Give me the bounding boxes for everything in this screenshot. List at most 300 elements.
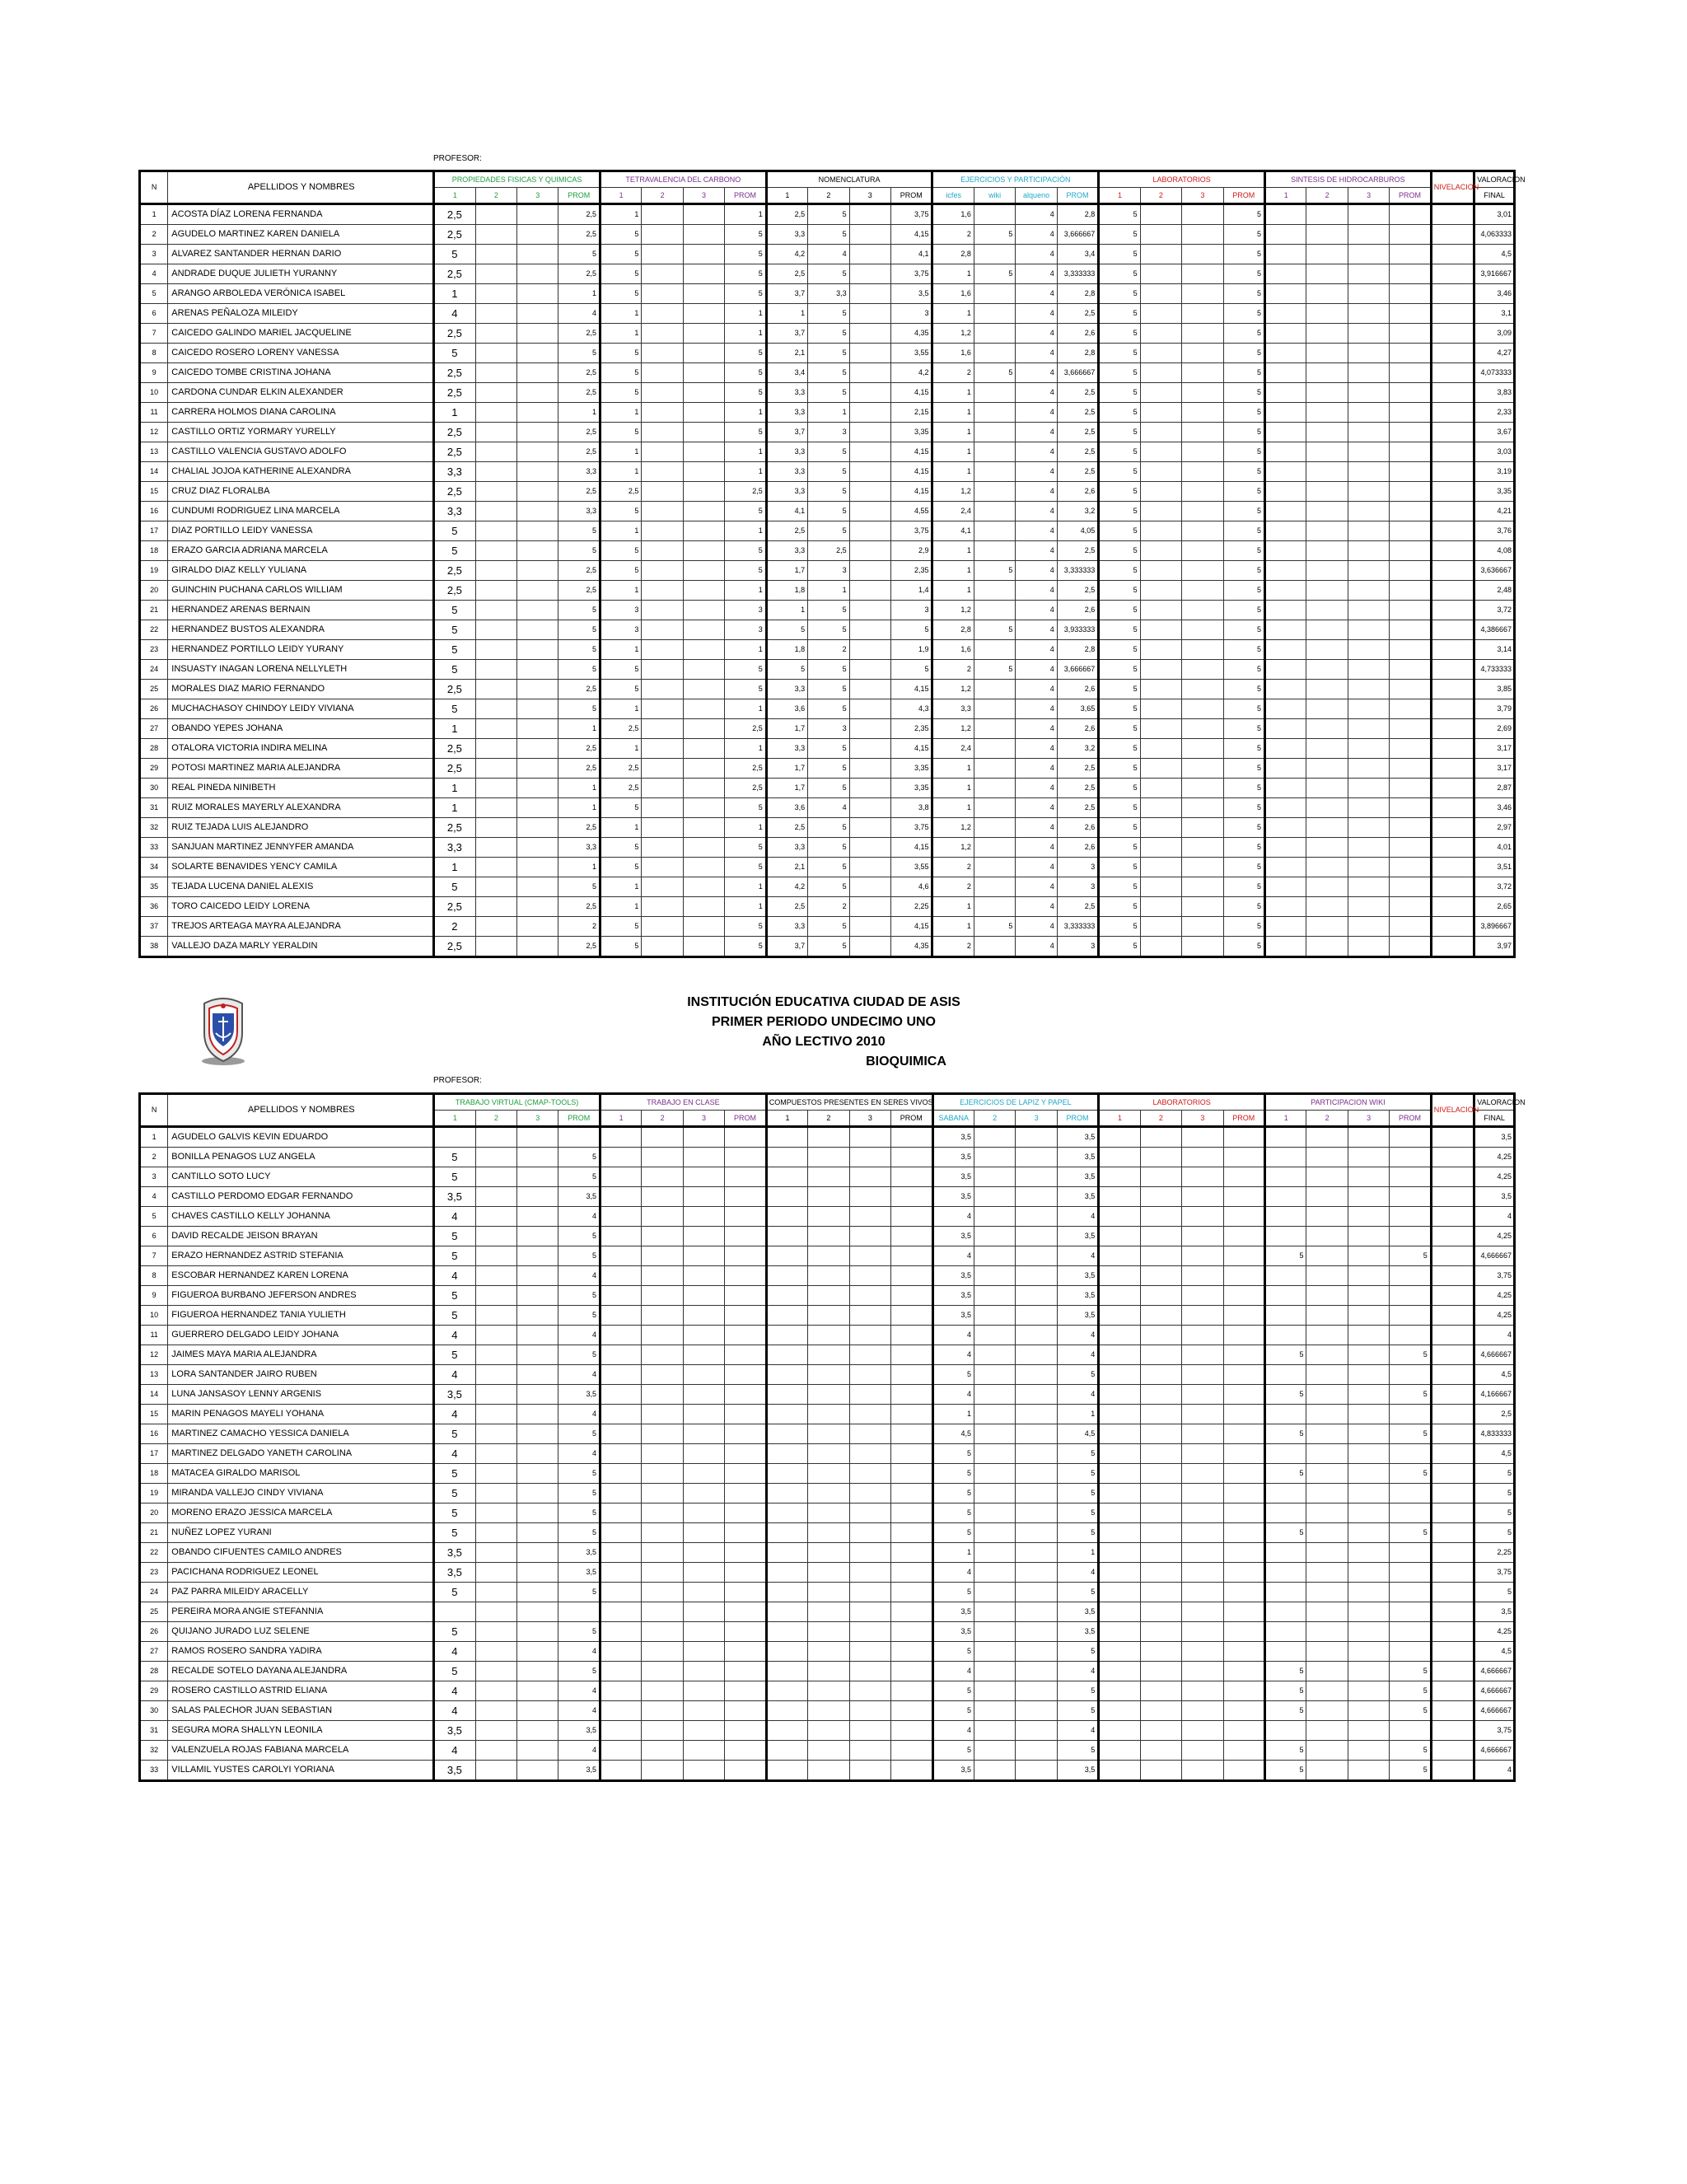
grade-cell: [517, 1721, 558, 1741]
grade-cell: [1140, 1761, 1181, 1781]
grades-table-1: [138, 170, 1526, 958]
grade-cell: 3,5: [1057, 1306, 1098, 1326]
grade-cell: [517, 680, 558, 699]
final-grade-cell: 2,5: [1474, 1405, 1515, 1424]
grade-cell: 4: [1016, 225, 1057, 245]
grade-cell: [1099, 1662, 1140, 1681]
grade-cell: [1140, 1227, 1181, 1246]
grade-cell: 5: [1223, 363, 1264, 383]
grade-cell: 4: [1016, 739, 1057, 759]
final-grade-cell: 3,01: [1474, 204, 1515, 225]
grade-cell: [1016, 1563, 1057, 1583]
final-grade-cell: 3,14: [1474, 640, 1515, 660]
nivelacion-cell: [1431, 779, 1474, 798]
grade-cell: [1223, 1306, 1264, 1326]
grade-cell: [600, 1227, 641, 1246]
grade-cell: [1348, 1602, 1389, 1622]
grade-cell: [1016, 1207, 1057, 1227]
nivelacion-cell: [1431, 1701, 1474, 1721]
grade-cell: 4: [1016, 304, 1057, 324]
grade-cell: [1306, 344, 1348, 363]
grade-cell: [1306, 719, 1348, 739]
grade-cell: 2,5: [558, 225, 600, 245]
table-row: [140, 284, 1515, 304]
grade-cell: [1182, 502, 1223, 521]
grade-cell: 4: [1016, 937, 1057, 957]
student-name: RUIZ MORALES MAYERLY ALEXANDRA: [168, 798, 434, 818]
grade-cell: 3,5: [434, 1187, 475, 1207]
grade-cell: 1: [932, 798, 974, 818]
grade-cell: 5: [600, 284, 641, 304]
grade-cell: 3,5: [1057, 1187, 1098, 1207]
grade-cell: [1099, 1602, 1140, 1622]
grade-cell: [1140, 442, 1181, 462]
grade-cell: [974, 1761, 1015, 1781]
sub-header: 2: [1140, 1111, 1181, 1127]
grade-cell: 5: [1265, 1662, 1306, 1681]
grade-cell: [1306, 739, 1348, 759]
grade-cell: [725, 1286, 766, 1306]
row-number: 3: [140, 245, 168, 264]
row-number: 27: [140, 1642, 168, 1662]
grade-cell: [1140, 660, 1181, 680]
grade-cell: 2,5: [434, 759, 475, 779]
grade-cell: [974, 779, 1015, 798]
grade-cell: [475, 1444, 516, 1464]
grade-cell: 5: [1099, 245, 1140, 264]
grade-cell: 4,5: [1057, 1424, 1098, 1444]
row-number: 38: [140, 937, 168, 957]
grade-cell: [475, 363, 516, 383]
grade-cell: [1348, 1504, 1389, 1523]
grade-cell: [1140, 225, 1181, 245]
grade-cell: 2,9: [891, 541, 932, 561]
grade-cell: 2,5: [725, 719, 766, 739]
grade-cell: [1348, 521, 1389, 541]
grade-cell: 5: [1223, 581, 1264, 601]
grade-cell: 2,35: [891, 719, 932, 739]
row-number: 10: [140, 383, 168, 403]
grade-cell: [891, 1207, 932, 1227]
grade-cell: [725, 1662, 766, 1681]
grade-cell: [683, 225, 724, 245]
grade-cell: [974, 1602, 1015, 1622]
grade-cell: 4: [1016, 719, 1057, 739]
grade-cell: [849, 245, 890, 264]
grade-cell: [849, 581, 890, 601]
grade-cell: [475, 1484, 516, 1504]
grade-cell: [1140, 601, 1181, 620]
grade-cell: 1: [932, 403, 974, 423]
row-number: 36: [140, 897, 168, 917]
grade-cell: [642, 383, 683, 403]
grade-cell: [1223, 1622, 1264, 1642]
grade-cell: 1: [558, 779, 600, 798]
grade-cell: 5: [1223, 680, 1264, 699]
grade-cell: [1348, 1306, 1389, 1326]
grade-cell: [1390, 917, 1431, 937]
sub-header: icfes: [932, 188, 974, 204]
table-row: [140, 1167, 1515, 1187]
grade-cell: [683, 1464, 724, 1484]
grade-cell: [1265, 620, 1306, 640]
grade-cell: 5: [808, 264, 849, 284]
grade-cell: [1348, 1365, 1389, 1385]
grade-cell: 2,5: [558, 759, 600, 779]
grade-cell: [1390, 779, 1431, 798]
grade-cell: [475, 1741, 516, 1761]
grade-cell: [683, 304, 724, 324]
grade-cell: [517, 284, 558, 304]
grade-cell: [1348, 818, 1389, 838]
grade-cell: [725, 1306, 766, 1326]
grade-cell: [1140, 423, 1181, 442]
grade-cell: 5: [725, 245, 766, 264]
table-row: [140, 1583, 1515, 1602]
grade-cell: [849, 383, 890, 403]
grade-cell: [1223, 1246, 1264, 1266]
grade-cell: [725, 1127, 766, 1148]
grade-cell: [849, 344, 890, 363]
grade-cell: 2,5: [1057, 403, 1098, 423]
grade-cell: [1306, 462, 1348, 482]
grade-cell: [849, 917, 890, 937]
grade-cell: 2,5: [558, 897, 600, 917]
grade-cell: [974, 1721, 1015, 1741]
grade-cell: [475, 423, 516, 442]
grade-cell: [475, 838, 516, 858]
grade-cell: 5: [1099, 581, 1140, 601]
grade-cell: 5: [1390, 1464, 1431, 1484]
nivelacion-cell: [1431, 798, 1474, 818]
grade-cell: 5: [558, 699, 600, 719]
grade-cell: 1: [932, 581, 974, 601]
grade-cell: [1223, 1504, 1264, 1523]
grade-cell: [849, 1642, 890, 1662]
grade-cell: [849, 1167, 890, 1187]
grade-cell: [766, 1701, 807, 1721]
grade-cell: [1016, 1286, 1057, 1306]
row-number: 3: [140, 1167, 168, 1187]
grade-cell: 3: [725, 620, 766, 640]
grade-cell: 5: [1223, 739, 1264, 759]
group-header: EJERCICIOS DE LAPIZ Y PAPEL: [932, 1094, 1099, 1111]
grade-cell: [1306, 1227, 1348, 1246]
grade-cell: [1265, 897, 1306, 917]
grade-cell: 1: [558, 403, 600, 423]
sub-header: 3: [1016, 1111, 1057, 1127]
grade-cell: 1: [600, 897, 641, 917]
grade-cell: 3,666667: [1057, 660, 1098, 680]
grade-cell: 4: [1016, 917, 1057, 937]
grade-cell: [1390, 838, 1431, 858]
grade-cell: [1265, 541, 1306, 561]
grade-cell: [974, 1187, 1015, 1207]
grade-cell: [1348, 1563, 1389, 1583]
group-header: SINTESIS DE HIDROCARBUROS: [1265, 171, 1432, 188]
grade-cell: 2,5: [600, 779, 641, 798]
grade-cell: [1182, 798, 1223, 818]
col-name-header: APELLIDOS Y NOMBRES: [168, 171, 434, 204]
grade-cell: [600, 1622, 641, 1642]
grade-cell: [974, 739, 1015, 759]
grade-cell: [766, 1681, 807, 1701]
grade-cell: 3,3: [766, 482, 807, 502]
grade-cell: [849, 363, 890, 383]
grade-cell: [600, 1721, 641, 1741]
grade-cell: [517, 798, 558, 818]
grade-cell: [808, 1662, 849, 1681]
grade-cell: [1140, 1642, 1181, 1662]
grade-cell: [1390, 1167, 1431, 1187]
grade-cell: [642, 1642, 683, 1662]
grade-cell: [849, 482, 890, 502]
grade-cell: 1: [932, 423, 974, 442]
grade-cell: [517, 1543, 558, 1563]
grade-cell: 4: [1016, 759, 1057, 779]
grade-cell: 4: [1057, 1385, 1098, 1405]
row-number: 18: [140, 1464, 168, 1484]
grade-cell: [849, 1681, 890, 1701]
grade-cell: [1182, 383, 1223, 403]
student-name: NUÑEZ LOPEZ YURANI: [168, 1523, 434, 1543]
grade-cell: 2,5: [434, 561, 475, 581]
grade-cell: [475, 245, 516, 264]
grade-cell: [1140, 680, 1181, 699]
student-name: GIRALDO DIAZ KELLY YULIANA: [168, 561, 434, 581]
grade-cell: [1306, 1761, 1348, 1781]
grade-cell: 5: [808, 680, 849, 699]
final-grade-cell: 3,03: [1474, 442, 1515, 462]
grade-cell: 5: [891, 660, 932, 680]
grade-cell: 2,5: [1057, 442, 1098, 462]
grade-cell: [1265, 1365, 1306, 1385]
grade-cell: [1390, 1642, 1431, 1662]
grade-cell: [1390, 1266, 1431, 1286]
grade-cell: 1: [932, 541, 974, 561]
grade-cell: 1: [600, 818, 641, 838]
grade-cell: [849, 759, 890, 779]
grade-cell: [475, 1207, 516, 1227]
grade-cell: 5: [1099, 601, 1140, 620]
grade-cell: [475, 204, 516, 225]
table-row: [140, 660, 1515, 680]
grade-cell: 2,5: [1057, 581, 1098, 601]
sub-header: 3: [1182, 1111, 1223, 1127]
grade-cell: [517, 1622, 558, 1642]
grade-cell: [1016, 1464, 1057, 1484]
grade-cell: [849, 502, 890, 521]
grade-cell: 3,5: [1057, 1622, 1098, 1642]
grade-cell: 2,5: [808, 541, 849, 561]
grade-cell: [808, 1642, 849, 1662]
grade-cell: 3,666667: [1057, 225, 1098, 245]
grade-cell: [725, 1543, 766, 1563]
grade-cell: 5: [1099, 264, 1140, 284]
grade-cell: 4: [1057, 1662, 1098, 1681]
grade-cell: [1390, 1444, 1431, 1464]
grade-cell: 5: [1390, 1345, 1431, 1365]
grade-cell: [642, 759, 683, 779]
grade-cell: 4: [434, 1326, 475, 1345]
grade-cell: [1265, 798, 1306, 818]
grade-cell: 5: [1223, 937, 1264, 957]
grade-cell: 5: [600, 561, 641, 581]
student-name: ANDRADE DUQUE JULIETH YURANNY: [168, 264, 434, 284]
grade-cell: [1265, 1207, 1306, 1227]
grade-cell: 4: [434, 1405, 475, 1424]
nivelacion-cell: [1431, 1583, 1474, 1602]
grade-cell: [475, 680, 516, 699]
grade-cell: 1: [766, 601, 807, 620]
grade-cell: [683, 719, 724, 739]
grade-cell: [517, 581, 558, 601]
grade-cell: 1,8: [766, 640, 807, 660]
row-number: 8: [140, 1266, 168, 1286]
grade-cell: 1: [932, 897, 974, 917]
grade-cell: [1390, 1484, 1431, 1504]
grade-cell: 3,3: [434, 502, 475, 521]
nivelacion-cell: [1431, 858, 1474, 877]
grade-cell: [1306, 1127, 1348, 1148]
grade-cell: 4,1: [891, 245, 932, 264]
grade-cell: [642, 1345, 683, 1365]
grade-cell: 5: [434, 541, 475, 561]
grade-cell: [1182, 1741, 1223, 1761]
grade-cell: 3: [808, 561, 849, 581]
grade-cell: 5: [434, 1167, 475, 1187]
grade-cell: [1390, 1721, 1431, 1741]
grade-cell: [1016, 1761, 1057, 1781]
subject-title: BIOQUIMICA: [866, 1055, 946, 1069]
grade-cell: 3,5: [932, 1266, 974, 1286]
grade-cell: [683, 1246, 724, 1266]
grade-cell: [808, 1504, 849, 1523]
grade-cell: 5: [808, 383, 849, 403]
final-grade-cell: 4: [1474, 1207, 1515, 1227]
grade-cell: 4: [434, 304, 475, 324]
grade-cell: [1140, 581, 1181, 601]
grade-cell: 5: [1057, 1504, 1098, 1523]
grade-cell: [642, 581, 683, 601]
school-year-title: AÑO LECTIVO 2010: [762, 1035, 886, 1049]
grade-cell: [1140, 1345, 1181, 1365]
grade-cell: [891, 1464, 932, 1484]
grade-cell: [1140, 1543, 1181, 1563]
grade-cell: [974, 818, 1015, 838]
grade-cell: [725, 1484, 766, 1504]
final-grade-cell: 4,25: [1474, 1148, 1515, 1167]
grade-cell: [1182, 1148, 1223, 1167]
grade-cell: [600, 1127, 641, 1148]
sub-header: 2: [642, 1111, 683, 1127]
grade-cell: [974, 284, 1015, 304]
grade-cell: 4: [1016, 858, 1057, 877]
grade-cell: 5: [1223, 798, 1264, 818]
final-grade-cell: 4,01: [1474, 838, 1515, 858]
row-number: 32: [140, 818, 168, 838]
col-final-header-top: VALORACION: [1474, 171, 1515, 188]
grade-cell: [1390, 284, 1431, 304]
grade-cell: [1390, 897, 1431, 917]
grade-cell: 4: [434, 1701, 475, 1721]
grade-cell: [849, 1345, 890, 1365]
grade-cell: [1140, 264, 1181, 284]
grade-cell: [1390, 1504, 1431, 1523]
grade-cell: [475, 1583, 516, 1602]
grade-cell: [1016, 1444, 1057, 1464]
grade-cell: 1: [558, 798, 600, 818]
row-number: 30: [140, 779, 168, 798]
grade-cell: [974, 719, 1015, 739]
grade-cell: [1390, 1365, 1431, 1385]
grade-cell: [475, 1721, 516, 1741]
sub-header: PROM: [558, 188, 600, 204]
sub-header: 1: [766, 188, 807, 204]
grade-cell: [517, 640, 558, 660]
grade-cell: [1140, 897, 1181, 917]
grade-cell: [1140, 1207, 1181, 1227]
grade-cell: 5: [1390, 1385, 1431, 1405]
grade-cell: [600, 1444, 641, 1464]
grade-cell: 5: [766, 660, 807, 680]
row-number: 25: [140, 680, 168, 699]
grade-cell: [683, 1523, 724, 1543]
grade-cell: 5: [808, 818, 849, 838]
grade-cell: 4: [558, 1266, 600, 1286]
grade-cell: [475, 719, 516, 739]
row-number: 4: [140, 264, 168, 284]
grade-cell: [766, 1148, 807, 1167]
table-row: [140, 1187, 1515, 1207]
grade-cell: [1099, 1721, 1140, 1741]
grade-cell: 2,6: [1057, 601, 1098, 620]
table-row: [140, 759, 1515, 779]
grade-cell: [1306, 1326, 1348, 1345]
grade-cell: 4: [1016, 204, 1057, 225]
grade-cell: [849, 284, 890, 304]
grade-cell: 2,5: [766, 897, 807, 917]
student-name: CRUZ DIAZ FLORALBA: [168, 482, 434, 502]
grade-cell: [1348, 502, 1389, 521]
nivelacion-cell: [1431, 897, 1474, 917]
grade-cell: [1306, 1563, 1348, 1583]
sub-header: 1: [1265, 1111, 1306, 1127]
grade-cell: [974, 640, 1015, 660]
grade-cell: [974, 403, 1015, 423]
grade-cell: [1348, 245, 1389, 264]
grade-cell: 3,55: [891, 858, 932, 877]
grade-cell: [1390, 1405, 1431, 1424]
grade-cell: 2,1: [766, 344, 807, 363]
grade-cell: [974, 1464, 1015, 1484]
grade-cell: [683, 462, 724, 482]
grade-cell: [1390, 423, 1431, 442]
grade-cell: [808, 1306, 849, 1326]
grade-cell: 5: [600, 502, 641, 521]
grade-cell: 5: [808, 442, 849, 462]
grade-cell: 5: [725, 264, 766, 284]
grade-cell: [1265, 225, 1306, 245]
grade-cell: [1016, 1365, 1057, 1385]
grade-cell: [808, 1187, 849, 1207]
grade-cell: [517, 225, 558, 245]
grade-cell: [475, 917, 516, 937]
grade-cell: [1182, 739, 1223, 759]
grade-cell: [1182, 1246, 1223, 1266]
grade-cell: [1140, 1405, 1181, 1424]
grade-cell: [683, 897, 724, 917]
